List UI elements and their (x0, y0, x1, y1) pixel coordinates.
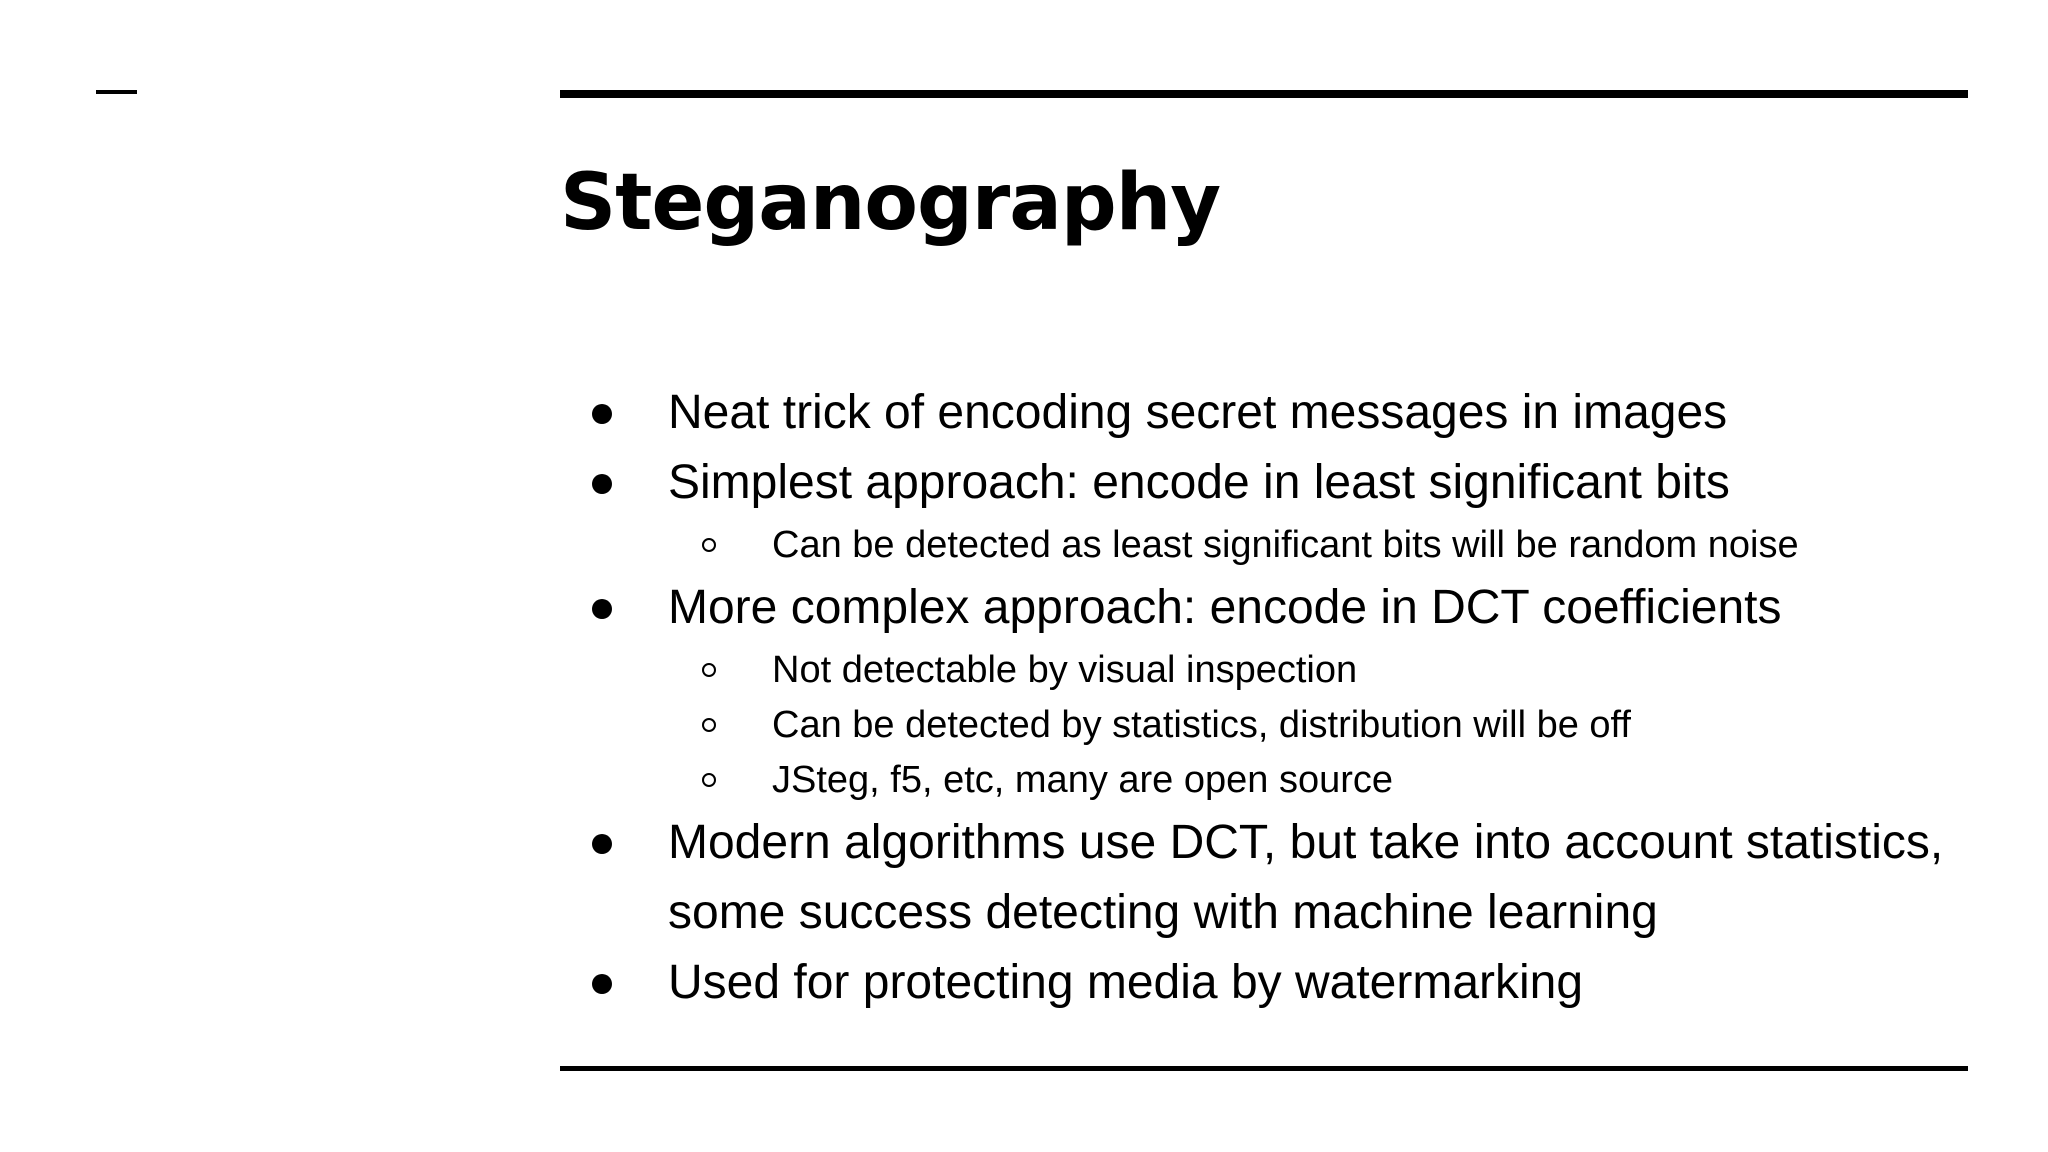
slide-title: Steganography (560, 158, 1221, 248)
sub-bullet-text: Not detectable by visual inspection (772, 649, 1358, 691)
bullet-circle-icon (702, 663, 716, 677)
bullet-text: More complex approach: encode in DCT coefficients (668, 581, 1782, 634)
bullet-item (560, 573, 1968, 643)
bullet-item (560, 808, 1968, 948)
bullet-dot-icon (592, 834, 612, 854)
bullet-item (560, 948, 1968, 1018)
bullet-text: Used for protecting media by watermarking (668, 956, 1584, 1009)
bullet-circle-icon (702, 773, 716, 787)
bullet-text: Modern algorithms use DCT, but take into account statistics, some success detecting with machine learning (668, 816, 1944, 939)
bottom-rule (560, 1066, 1968, 1071)
bullet-dot-icon (592, 599, 612, 619)
corner-dash (96, 90, 137, 94)
bullet-item (560, 378, 1968, 448)
sub-bullet-text: Can be detected by statistics, distribution will be off (772, 704, 1631, 746)
bullet-text: Simplest approach: encode in least significant bits (668, 456, 1730, 509)
sub-bullet-text: JSteg, f5, etc, many are open source (772, 759, 1394, 801)
sub-bullet-item (560, 518, 1968, 573)
top-rule (560, 90, 1968, 98)
sub-bullet-text: Can be detected as least significant bits will be random noise (772, 524, 1799, 566)
bullet-text: Neat trick of encoding secret messages in images (668, 386, 1728, 439)
bullet-circle-icon (702, 538, 716, 552)
sub-bullet-item (560, 643, 1968, 698)
sub-bullet-item (560, 753, 1968, 808)
sub-bullet-item (560, 698, 1968, 753)
bullet-dot-icon (592, 404, 612, 424)
bullet-item (560, 448, 1968, 518)
bullet-list (560, 378, 1968, 1018)
bullet-circle-icon (702, 718, 716, 732)
bullet-dot-icon (592, 474, 612, 494)
bullet-dot-icon (592, 974, 612, 994)
